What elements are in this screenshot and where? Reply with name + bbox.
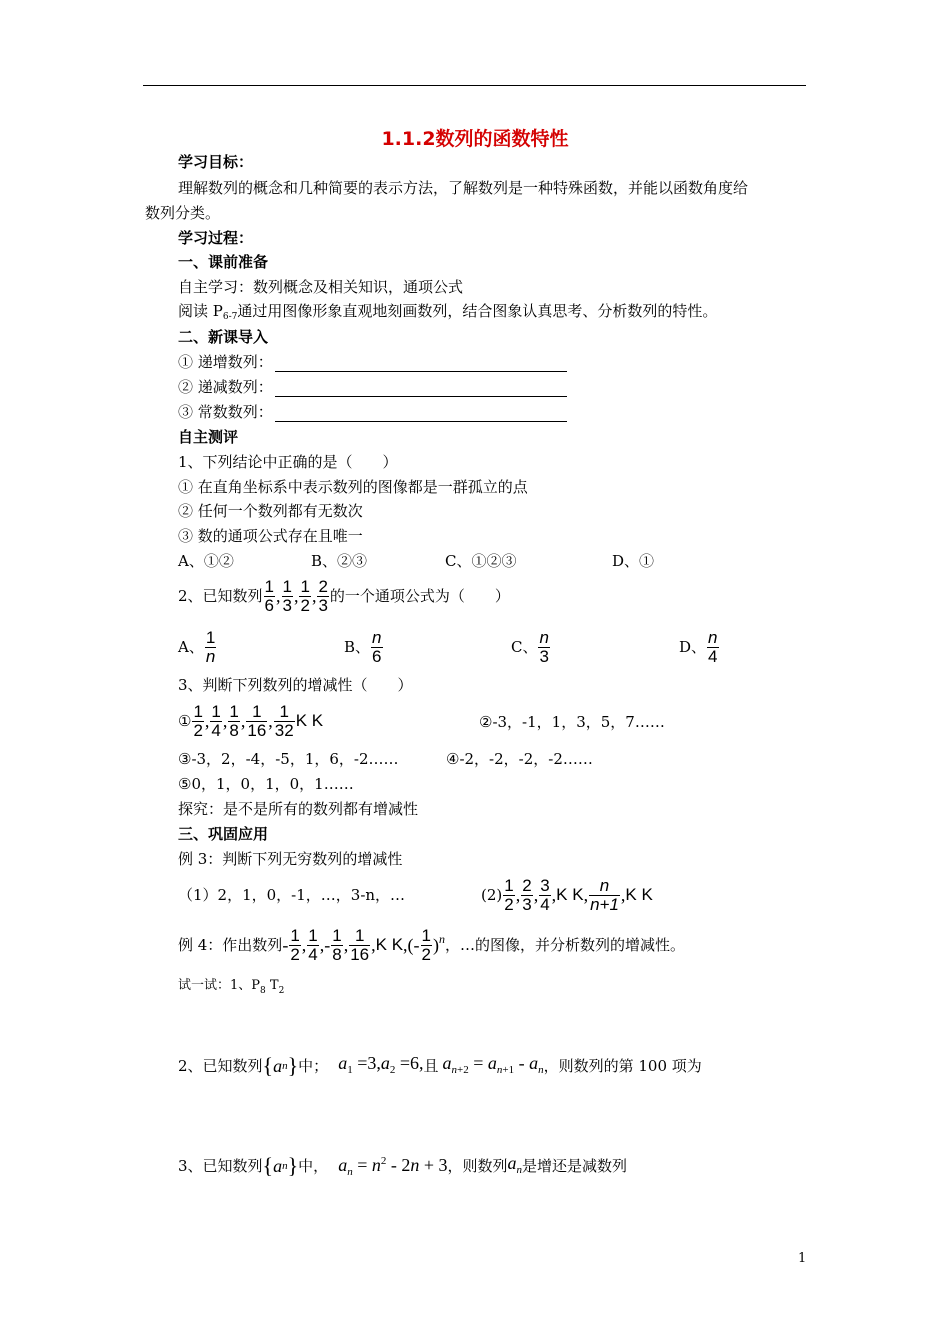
- constant-label: ③ 常数数列：: [178, 403, 273, 421]
- ex4-fraction-3: $\frac{1}{8}$: [332, 925, 342, 964]
- try-prefix: 试一试：1、P: [178, 978, 261, 993]
- goal-heading: 学习目标：: [178, 153, 254, 171]
- q2-option-a-fraction: $\frac{1}{n}$: [205, 627, 216, 666]
- question3-sequence3: ③-3，2，-4，-5，1，6，-2……: [178, 750, 399, 768]
- q2-option-c-label: C、: [511, 638, 538, 656]
- goal-text-line1: 理解数列的概念和几种简要的表示方法，了解数列是一种特殊函数，并能以函数角度给: [178, 179, 749, 197]
- problem2-suffix: ，则数列的第 100 项为: [543, 1057, 702, 1075]
- ex3-seq2-fraction-2: $\frac{2}{3}$: [522, 875, 532, 914]
- example4: 例 4：作出数列 - $\frac{1}{2}$ , $\frac{1}{4}$ ,- $\frac{1}{8}$ , $\frac{1}{16}$ , K K ,(- $\frac{1}{2}$ ) n ，…的图像，并分析数列的增减性。: [178, 925, 686, 964]
- question1-option-d: D、①: [612, 552, 655, 570]
- ex4-fraction-1: $\frac{1}{2}$: [290, 925, 300, 964]
- example3-sequence1: （1）2，1，0，-1，…，3-n，…: [178, 886, 406, 904]
- decreasing-label: ② 递减数列：: [178, 378, 273, 396]
- question3: 3、判断下列数列的增减性（ ）: [178, 676, 413, 694]
- explore-text: 探究：是不是所有的数列都有增减性: [178, 800, 419, 818]
- question1-statement1: ① 在直角坐标系中表示数列的图像都是一群孤立的点: [178, 478, 528, 496]
- q3-seq1-fraction-3: $\frac{1}{8}$: [229, 701, 239, 740]
- question2: 2、已知数列 $\frac{1}{6}$ , $\frac{1}{3}$ , $\frac{1}{2}$ , $\frac{2}{3}$ 的一个通项公式为（ ）: [178, 576, 510, 615]
- problem3: 3、已知数列 { a n } 中， $a_n = n^2 - 2n + 3$ ，则数列 $a_n$ 是增还是减数列: [178, 1152, 628, 1178]
- ex3-seq2-general-term: $\frac{n}{n+1}$: [590, 875, 619, 914]
- section1-line1: 自主学习：数列概念及相关知识，通项公式: [178, 278, 464, 296]
- question1: 1、下列结论中正确的是（ ）: [178, 453, 398, 471]
- question3-sequence1: ① $\frac{1}{2}$ , $\frac{1}{4}$ , $\frac{1}{8}$ , $\frac{1}{16}$ , $\frac{1}{32}$ K K: [178, 701, 324, 740]
- example4-prefix: 例 4：作出数列: [178, 936, 283, 954]
- try-t-subscript: 2: [278, 986, 285, 996]
- example3: 例 3：判断下列无穷数列的增减性: [178, 850, 403, 868]
- q2-seq-fraction-2: $\frac{1}{3}$: [282, 576, 292, 615]
- decreasing-answer-blank[interactable]: [275, 382, 567, 397]
- question2-suffix: 的一个通项公式为（ ）: [329, 587, 510, 605]
- ex3-seq2-ellipsis-1: K K: [556, 885, 584, 904]
- ex4-fraction-2: $\frac{1}{4}$: [308, 925, 318, 964]
- goal-text-line2: 数列分类。: [145, 204, 221, 222]
- q2-option-b-fraction: $\frac{n}{6}$: [372, 627, 382, 666]
- reading-prefix: 阅读 P: [178, 302, 223, 320]
- ex3-seq2-fraction-3: $\frac{3}{4}$: [540, 875, 550, 914]
- question1-option-c: C、①②③: [445, 552, 517, 570]
- ex4-exponent: n: [439, 932, 446, 946]
- example3-sequence2: (2) $\frac{1}{2}$ , $\frac{2}{3}$ , $\frac{3}{4}$ , K K , $\frac{n}{n+1}$ , K K: [481, 875, 653, 914]
- increasing-label: ① 递增数列：: [178, 353, 273, 371]
- q3-seq1-fraction-1: $\frac{1}{2}$: [193, 701, 203, 740]
- section1-line2: [178, 301, 717, 327]
- increasing-answer-blank[interactable]: [275, 357, 567, 372]
- question2-option-c: [511, 625, 551, 669]
- question2-option-d: [679, 625, 720, 669]
- question3-sequence2: ②-3，-1，1，3，5，7……: [479, 713, 665, 731]
- q2-option-c-fraction: $\frac{n}{3}$: [539, 627, 549, 666]
- q2-option-d-fraction: $\frac{n}{4}$: [708, 627, 718, 666]
- q3-seq1-fraction-4: $\frac{1}{16}$: [247, 701, 267, 740]
- try-it-line: [178, 976, 284, 1001]
- example4-suffix: ，…的图像，并分析数列的增减性。: [445, 936, 686, 954]
- question3-sequence4: ④-2，-2，-2，-2……: [446, 750, 593, 768]
- reading-suffix: 通过用图像形象直观地刻画数列，结合图象认真思考、分析数列的特性。: [237, 302, 718, 320]
- ex3-seq2-label: (2): [481, 886, 503, 904]
- ex3-seq2-fraction-1: $\frac{1}{2}$: [504, 875, 514, 914]
- constant-blank-row: [178, 402, 567, 422]
- question2-option-a: [178, 625, 217, 669]
- question2-prefix: 2、已知数列: [178, 587, 263, 605]
- problem3-prefix: 3、已知数列: [178, 1157, 263, 1175]
- problem3-suffix1: ，则数列: [447, 1157, 508, 1175]
- q3-seq1-fraction-5: $\frac{1}{32}$: [274, 701, 294, 740]
- problem2-and: 且: [423, 1057, 439, 1075]
- ex4-fraction-4: $\frac{1}{16}$: [350, 925, 370, 964]
- ex4-general-fraction: $\frac{1}{2}$: [421, 925, 432, 964]
- ex3-seq2-ellipsis-2: K K: [625, 885, 653, 904]
- page-number: 1: [798, 1251, 807, 1266]
- section3-heading: 三、巩固应用: [178, 825, 269, 843]
- section2-heading: 二、新课导入: [178, 328, 269, 346]
- problem2-mid: 中；: [298, 1057, 329, 1075]
- question3-sequence5: ⑤0，1，0，1，0，1……: [178, 775, 354, 793]
- q3-seq1-label: ①: [178, 712, 192, 730]
- reading-page-subscript: 6-7: [222, 312, 238, 322]
- section1-heading: 一、课前准备: [178, 253, 269, 271]
- try-page-subscript: 8: [260, 986, 266, 996]
- question1-statement2: ② 任何一个数列都有无数次: [178, 502, 363, 520]
- question2-option-b: [344, 625, 384, 669]
- q2-option-a-label: A、: [178, 638, 204, 656]
- increasing-blank-row: [178, 352, 567, 372]
- q2-option-d-label: D、: [679, 638, 707, 656]
- header-rule: [143, 85, 806, 86]
- q3-seq1-ellipsis: K K: [295, 711, 324, 730]
- self-test-heading: 自主测评: [178, 428, 239, 446]
- q2-seq-fraction-3: $\frac{1}{2}$: [300, 576, 310, 615]
- question1-statement3: ③ 数的通项公式存在且唯一: [178, 527, 363, 545]
- q3-seq1-fraction-2: $\frac{1}{4}$: [211, 701, 221, 740]
- try-t: T: [265, 978, 279, 993]
- q2-seq-fraction-1: $\frac{1}{6}$: [264, 576, 275, 615]
- q2-seq-fraction-4: $\frac{2}{3}$: [318, 576, 328, 615]
- constant-answer-blank[interactable]: [275, 407, 567, 422]
- problem3-suffix2: 是增还是减数列: [522, 1157, 628, 1175]
- process-heading: 学习过程：: [178, 229, 254, 247]
- question1-option-a: A、①②: [178, 552, 234, 570]
- problem2: 2、已知数列 { a n } 中； $a_1 =3,a_2 =6$, 且 $a_{n+2} = a_{n+1} - a_n$ ，则数列的第 100 项为: [178, 1052, 702, 1078]
- q2-option-b-label: B、: [344, 638, 371, 656]
- problem3-mid: 中，: [298, 1157, 329, 1175]
- question1-option-b: B、②③: [311, 552, 368, 570]
- decreasing-blank-row: [178, 377, 567, 397]
- page-title: 1.1.2数列的函数特性: [381, 128, 569, 150]
- problem2-prefix: 2、已知数列: [178, 1057, 263, 1075]
- ex4-ellipsis: K K: [375, 935, 404, 954]
